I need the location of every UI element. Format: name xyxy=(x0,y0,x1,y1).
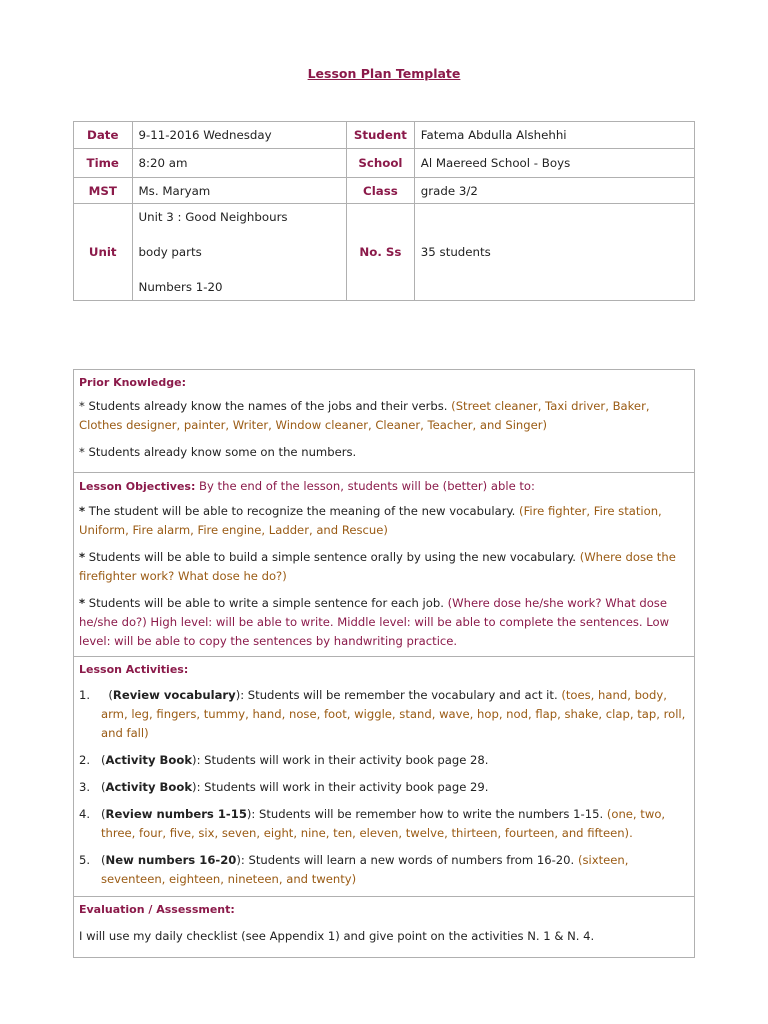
prior-knowledge-section xyxy=(74,370,694,472)
evaluation-heading: Evaluation / Assessment: xyxy=(79,903,235,916)
ss-label: No. Ss xyxy=(347,204,415,301)
mst-value: Ms. Maryam xyxy=(132,178,347,204)
mst-label: MST xyxy=(74,178,133,204)
unit-line-3: Numbers 1-20 xyxy=(138,279,223,294)
unit-label: Unit xyxy=(74,204,133,301)
unit-line-2: body parts xyxy=(138,244,202,259)
prior-knowledge-item-2: * Students already know some on the numbers. xyxy=(79,445,357,459)
evaluation-text: I will use my daily checklist (see Appendix 1) and give point on the activities N. 1 & N. 4. xyxy=(79,929,595,943)
date-value: 9-11-2016 Wednesday xyxy=(132,122,347,149)
activity-item: 4. (Review numbers 1-15): Students will be remember how to write the numbers 1-15. (one, two, three, four, five, six, seven, eight, nine, ten, eleven, twelve, thirteen, fourteen, and fifteen). xyxy=(79,807,666,840)
activities-list xyxy=(79,686,688,889)
prior-knowledge-heading: Prior Knowledge: xyxy=(79,376,186,389)
time-value: 8:20 am xyxy=(132,149,347,178)
unit-value xyxy=(132,204,347,301)
class-value: grade 3/2 xyxy=(414,178,694,204)
evaluation-section xyxy=(74,896,694,957)
student-label: Student xyxy=(347,122,415,149)
student-value: Fatema Abdulla Alshehhi xyxy=(414,122,694,149)
lesson-plan-body xyxy=(73,369,695,958)
class-label: Class xyxy=(347,178,415,204)
info-row-mst xyxy=(74,178,695,204)
time-label: Time xyxy=(74,149,133,178)
objective-1: * The student will be able to recognize the meaning of the new vocabulary. (Fire fighter, Fire station, Uniform, Fire alarm, Fire engine, Ladder, and Rescue) xyxy=(79,504,662,537)
jobs-list: (Street cleaner, Taxi driver, Baker, Clothes designer, painter, Writer, Window cleaner, Cleaner, Teacher, and Singer) xyxy=(79,399,650,432)
date-label: Date xyxy=(74,122,133,149)
activity-item: 2. (Activity Book): Students will work in their activity book page 28. xyxy=(79,753,489,767)
school-value: Al Maereed School - Boys xyxy=(414,149,694,178)
unit-line-1: Unit 3 : Good Neighbours xyxy=(138,209,288,224)
prior-knowledge-item-1: * Students already know the names of the jobs and their verbs. (Street cleaner, Taxi driver, Baker, Clothes designer, painter, Writer, Window cleaner, Cleaner, Teacher, and Singer) xyxy=(79,399,650,432)
info-row-time xyxy=(74,149,695,178)
objective-3: * Students will be able to write a simple sentence for each job. (Where dose he/she work? What dose he/she do?) High level: will be able to write. Middle level: will be able to complete the sentences. Low level: will be able to copy the sentences by handwriting practice. xyxy=(79,596,670,648)
ss-value: 35 students xyxy=(414,204,694,301)
school-label: School xyxy=(347,149,415,178)
activities-section xyxy=(74,656,694,896)
lesson-info-table xyxy=(73,121,695,301)
info-row-unit xyxy=(74,204,695,301)
objectives-section xyxy=(74,472,694,656)
activity-item: 3. (Activity Book): Students will work in their activity book page 29. xyxy=(79,780,489,794)
info-row-date xyxy=(74,122,695,149)
activities-heading: Lesson Activities: xyxy=(79,663,189,676)
objectives-heading: Lesson Objectives: By the end of the lesson, students will be (better) able to: xyxy=(79,479,535,493)
activity-item: 5. (New numbers 16-20): Students will learn a new words of numbers from 16-20. (sixteen, seventeen, eighteen, nineteen, and twenty) xyxy=(79,853,629,886)
activity-item: 1. (Review vocabulary): Students will be remember the vocabulary and act it. (toes, hand, body, arm, leg, fingers, tummy, hand, nose, foot, wiggle, stand, wave, hop, nod, flap, shake, clap, tap, roll, and fall) xyxy=(79,688,686,740)
page-title: Lesson Plan Template xyxy=(307,66,461,81)
objective-2: * Students will be able to build a simple sentence orally by using the new vocabulary. (Where dose the firefighter work? What dose he do?) xyxy=(79,550,676,583)
